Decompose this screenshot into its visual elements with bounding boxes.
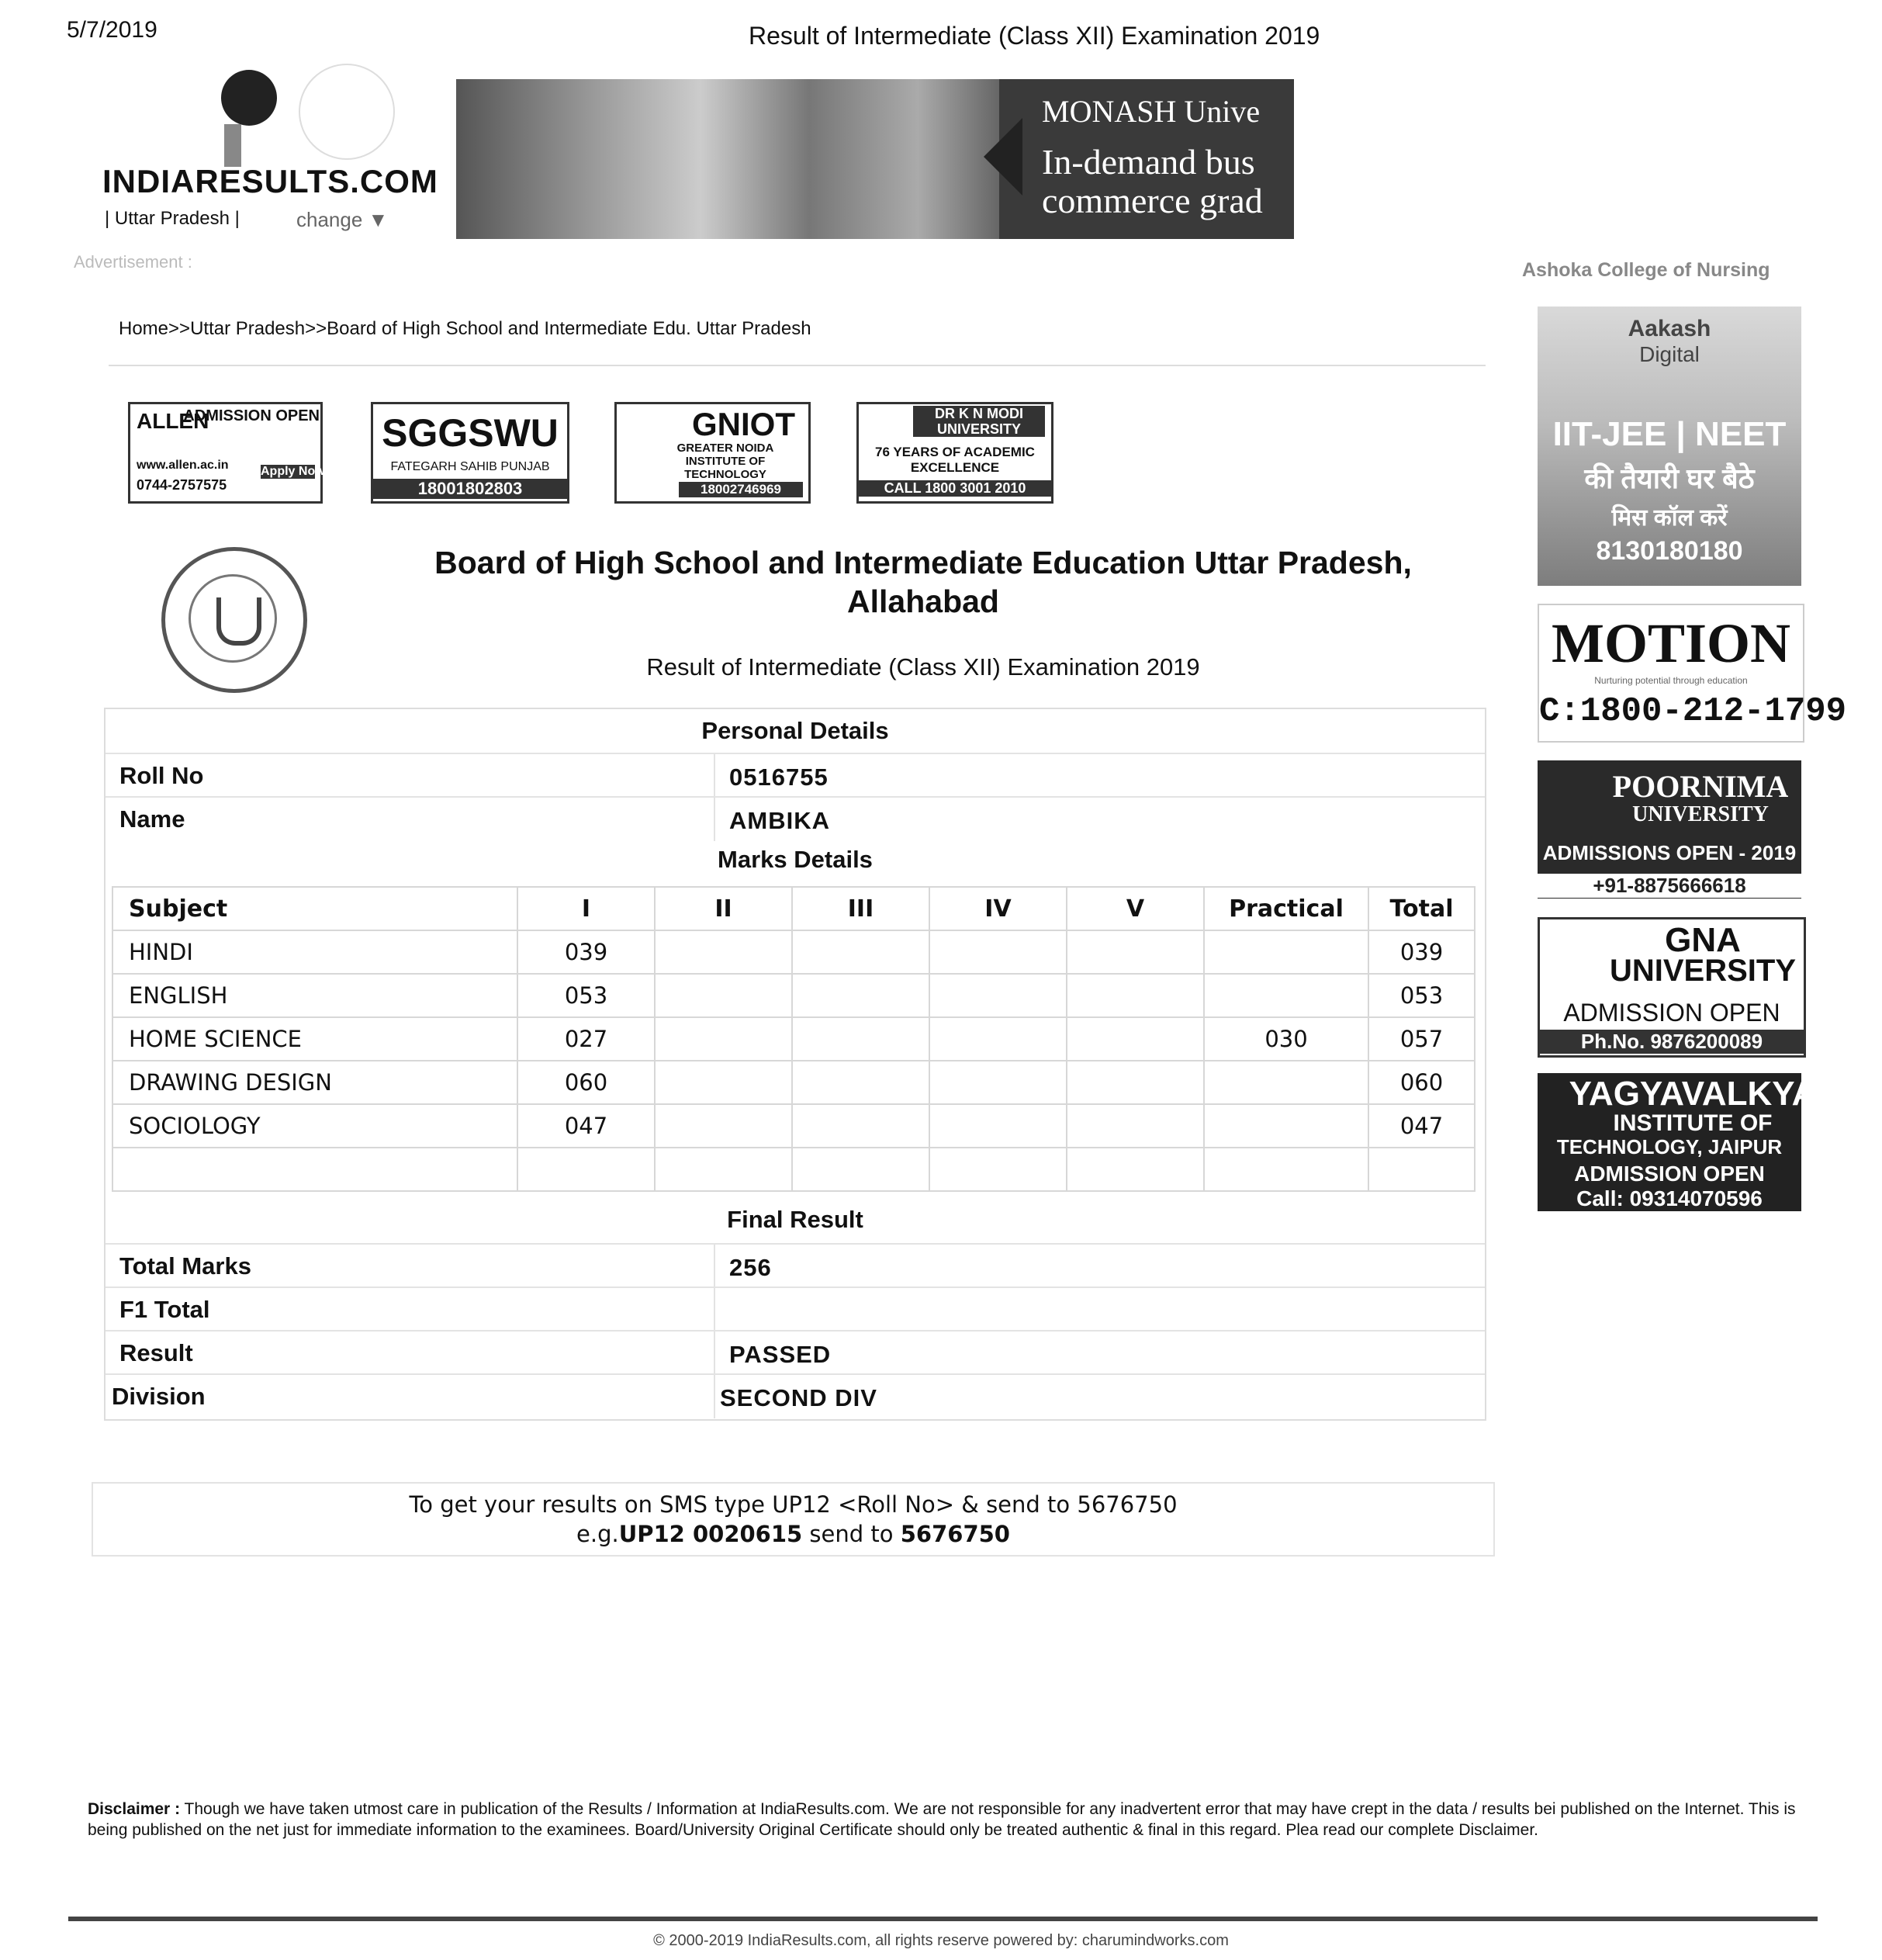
ad-brand: GNA bbox=[1665, 921, 1741, 959]
ad-brand: Aakash bbox=[1628, 316, 1711, 341]
sponsor-name: DR K N MODI UNIVERSITY bbox=[913, 406, 1045, 437]
column-header: V bbox=[1067, 887, 1204, 930]
banner-headline-2: commerce grad bbox=[1042, 181, 1263, 220]
practical-cell bbox=[1204, 930, 1368, 974]
total-cell: 057 bbox=[1368, 1017, 1475, 1061]
mark-cell bbox=[929, 1017, 1067, 1061]
breadcrumb-separator: >> bbox=[305, 318, 327, 339]
mark-cell bbox=[655, 930, 792, 974]
ad-tagline: Nurturing potential through education bbox=[1594, 675, 1748, 686]
ad-phone: Call: 09314070596 bbox=[1576, 1186, 1763, 1210]
banner-photo bbox=[456, 79, 999, 239]
total-cell: 039 bbox=[1368, 930, 1475, 974]
sms-example-code: UP12 0020615 bbox=[618, 1521, 803, 1547]
mark-cell bbox=[929, 1061, 1067, 1104]
board-title bbox=[419, 543, 1427, 621]
total-marks-label: Total Marks bbox=[119, 1252, 251, 1280]
name-row bbox=[106, 796, 1485, 841]
ad-call: मिस कॉल करें bbox=[1611, 505, 1728, 531]
total-marks-value: 256 bbox=[729, 1254, 772, 1281]
mark-cell: 047 bbox=[517, 1104, 655, 1148]
ad-brand: YAGYAVALKYA bbox=[1569, 1075, 1817, 1113]
ad-subline: की तैयारी घर बैठे bbox=[1584, 462, 1755, 494]
division-value: SECOND DIV bbox=[720, 1384, 877, 1411]
ad-sub: Digital bbox=[1639, 342, 1700, 366]
ad-sub: UNIVERSITY bbox=[1609, 954, 1797, 988]
up-map-watermark-icon bbox=[299, 64, 395, 160]
ad-headline: ADMISSION OPEN bbox=[1563, 999, 1780, 1027]
disclaimer-label: Disclaimer : bbox=[88, 1800, 181, 1818]
exam-title: Result of Intermediate (Class XII) Examination 2019 bbox=[646, 653, 1200, 680]
breadcrumb-home[interactable]: Home bbox=[119, 318, 169, 339]
ad-phone: C:1800-212-1799 bbox=[1539, 692, 1847, 731]
total-marks-row bbox=[106, 1243, 1485, 1288]
gna-university-ad[interactable] bbox=[1538, 917, 1806, 1058]
board-title-line-2: Allahabad bbox=[847, 583, 999, 619]
total-cell: 053 bbox=[1368, 974, 1475, 1017]
empty-row bbox=[112, 1148, 1475, 1191]
marks-header-row bbox=[112, 887, 1475, 930]
divider bbox=[109, 365, 1486, 366]
marks-table bbox=[112, 886, 1476, 1192]
mark-cell bbox=[792, 974, 929, 1017]
subject-cell: HINDI bbox=[112, 930, 517, 974]
sms-info-box bbox=[92, 1482, 1495, 1557]
mark-cell bbox=[792, 930, 929, 974]
monash-banner-ad[interactable] bbox=[456, 79, 1294, 239]
result-row bbox=[106, 1330, 1485, 1375]
sponsor-phone: CALL 1800 3001 2010 bbox=[859, 480, 1051, 497]
practical-cell: 030 bbox=[1204, 1017, 1368, 1061]
breadcrumb-state[interactable]: Uttar Pradesh bbox=[190, 318, 306, 339]
final-result-heading: Final Result bbox=[727, 1206, 863, 1233]
table-row bbox=[112, 1017, 1475, 1061]
sponsor-tag: FATEGARH SAHIB PUNJAB bbox=[390, 460, 550, 473]
ad-brand: POORNIMA bbox=[1612, 769, 1789, 804]
sponsor-phone: 18002746969 bbox=[679, 482, 803, 497]
column-header: Practical bbox=[1204, 887, 1368, 930]
indiaresults-logo-icon[interactable] bbox=[221, 70, 283, 167]
poornima-university-ad[interactable] bbox=[1538, 760, 1801, 899]
mark-cell bbox=[1067, 1017, 1204, 1061]
f1-total-label: F1 Total bbox=[119, 1296, 210, 1323]
sms-example-number: 5676750 bbox=[900, 1521, 1010, 1547]
breadcrumb-board[interactable]: Board of High School and Intermediate Edu. Uttar Pradesh bbox=[327, 318, 811, 339]
ad-headline: ADMISSIONS OPEN - 2019 bbox=[1542, 841, 1797, 864]
mark-cell bbox=[655, 1061, 792, 1104]
sponsor-phone: 18001802803 bbox=[373, 479, 567, 499]
total-cell: 047 bbox=[1368, 1104, 1475, 1148]
mark-cell bbox=[929, 1104, 1067, 1148]
disclaimer-text: Though we have taken utmost care in publication of the Results / Information at IndiaResults.com. We are not responsible for any inadvertent error that may have crept in the data / results bei published on the Internet. This is being published on the net just for immediate information to the examinees. Board/University Original Certificate should only be treated authentic & final in this regard. Plea read our complete bbox=[88, 1800, 1796, 1839]
table-row bbox=[112, 974, 1475, 1017]
banner-brand: MONASH Unive bbox=[1042, 94, 1261, 129]
mark-cell: 053 bbox=[517, 974, 655, 1017]
ad-phone: +91-8875666618 bbox=[1538, 874, 1801, 898]
mark-cell: 039 bbox=[517, 930, 655, 974]
sms-example bbox=[93, 1519, 1493, 1549]
result-label: Result bbox=[119, 1339, 193, 1366]
mark-cell bbox=[929, 930, 1067, 974]
site-logo-text[interactable]: INDIARESULTS.COM bbox=[102, 163, 438, 199]
sponsor-tag: 76 YEARS OF ACADEMIC EXCELLENCE bbox=[875, 445, 1035, 475]
up-board-emblem-icon bbox=[161, 547, 307, 693]
ad-brand: MOTION bbox=[1551, 612, 1790, 674]
column-header: Total bbox=[1368, 887, 1475, 930]
ad-headline: IIT-JEE | NEET bbox=[1552, 415, 1787, 453]
change-state-link[interactable]: change ▼ bbox=[296, 208, 389, 231]
sponsor-url: www.allen.ac.in bbox=[137, 459, 229, 472]
subject-cell: DRAWING DESIGN bbox=[112, 1061, 517, 1104]
table-row bbox=[112, 1104, 1475, 1148]
column-header: Subject bbox=[112, 887, 517, 930]
mark-cell bbox=[1067, 974, 1204, 1017]
print-date: 5/7/2019 bbox=[67, 17, 157, 43]
mark-cell bbox=[1067, 930, 1204, 974]
mark-cell bbox=[1067, 1061, 1204, 1104]
footer-divider bbox=[68, 1917, 1818, 1921]
sponsor-name: SGGSWU bbox=[382, 411, 559, 455]
name-value: AMBIKA bbox=[729, 807, 830, 834]
column-header: III bbox=[792, 887, 929, 930]
ad-line-3: ADMISSION OPEN bbox=[1574, 1162, 1765, 1186]
practical-cell bbox=[1204, 1061, 1368, 1104]
copyright: © 2000-2019 IndiaResults.com, all rights reserve powered by: charumindworks.com bbox=[653, 1932, 1229, 1949]
name-label: Name bbox=[119, 805, 185, 833]
breadcrumb bbox=[119, 318, 811, 340]
sponsor-sggswu[interactable] bbox=[371, 402, 569, 504]
roll-no-row bbox=[106, 753, 1485, 798]
column-header: I bbox=[517, 887, 655, 930]
sponsor-phone: 0744-2757575 bbox=[137, 477, 227, 493]
division-label: Division bbox=[112, 1383, 206, 1410]
sponsor-gniot[interactable] bbox=[614, 402, 811, 504]
ad-phone: 8130180180 bbox=[1596, 536, 1743, 566]
ad-phone: Ph.No. 9876200089 bbox=[1540, 1030, 1804, 1054]
banner-arrow-icon bbox=[984, 118, 1022, 196]
disclaimer-link[interactable]: Disclaimer. bbox=[1458, 1821, 1538, 1839]
apply-now-button[interactable]: Apply Now bbox=[261, 465, 325, 478]
column-header: IV bbox=[929, 887, 1067, 930]
subject-cell: ENGLISH bbox=[112, 974, 517, 1017]
ad-line-1: INSTITUTE OF bbox=[1613, 1110, 1773, 1136]
print-title: Result of Intermediate (Class XII) Examination 2019 bbox=[749, 22, 1320, 50]
table-row bbox=[112, 1061, 1475, 1104]
column-header: II bbox=[655, 887, 792, 930]
right-rail-ad-title[interactable]: Ashoka College of Nursing bbox=[1522, 259, 1770, 281]
division-row bbox=[106, 1373, 1485, 1418]
sms-instruction: To get your results on SMS type UP12 <Roll No> & send to 5676750 bbox=[409, 1491, 1178, 1518]
sponsor-allen[interactable] bbox=[128, 402, 323, 504]
sponsor-knmodi[interactable] bbox=[856, 402, 1053, 504]
subject-cell: HOME SCIENCE bbox=[112, 1017, 517, 1061]
personal-details-heading: Personal Details bbox=[701, 717, 889, 744]
marks-details-heading: Marks Details bbox=[718, 846, 873, 873]
sms-example-prefix: e.g. bbox=[576, 1521, 619, 1547]
table-row bbox=[112, 930, 1475, 974]
sponsor-name: ALLEN bbox=[137, 409, 209, 433]
mark-cell: 060 bbox=[517, 1061, 655, 1104]
mark-cell bbox=[655, 1104, 792, 1148]
mark-cell bbox=[655, 1017, 792, 1061]
sms-example-mid: send to bbox=[802, 1521, 901, 1547]
mark-cell bbox=[929, 974, 1067, 1017]
mark-cell: 027 bbox=[517, 1017, 655, 1061]
roll-no-label: Roll No bbox=[119, 762, 204, 789]
sponsor-name: GNIOT bbox=[692, 406, 795, 442]
state-label: | Uttar Pradesh | bbox=[105, 208, 240, 229]
f1-total-row bbox=[106, 1286, 1485, 1331]
practical-cell bbox=[1204, 974, 1368, 1017]
roll-no-value: 0516755 bbox=[729, 764, 829, 791]
sponsor-tag: ADMISSION OPEN bbox=[183, 407, 320, 424]
practical-cell bbox=[1204, 1104, 1368, 1148]
aakash-digital-ad[interactable] bbox=[1538, 306, 1801, 586]
ad-line-2: TECHNOLOGY, JAIPUR bbox=[1556, 1135, 1783, 1158]
motion-ad[interactable] bbox=[1538, 604, 1847, 743]
banner-headline-1: In-demand bus bbox=[1042, 142, 1255, 182]
total-cell: 060 bbox=[1368, 1061, 1475, 1104]
board-title-line-1: Board of High School and Intermediate Education Uttar Pradesh, bbox=[434, 545, 1412, 580]
ad-sub: UNIVERSITY bbox=[1632, 802, 1769, 826]
advertisement-label: Advertisement : bbox=[74, 252, 192, 272]
mark-cell bbox=[792, 1061, 929, 1104]
yagyavalkya-ad[interactable] bbox=[1538, 1073, 1817, 1211]
mark-cell bbox=[792, 1104, 929, 1148]
mark-cell bbox=[655, 974, 792, 1017]
result-card bbox=[104, 708, 1486, 1421]
mark-cell bbox=[1067, 1104, 1204, 1148]
mark-cell bbox=[792, 1017, 929, 1061]
subject-cell: SOCIOLOGY bbox=[112, 1104, 517, 1148]
sponsor-tag: GREATER NOIDA INSTITUTE OF TECHNOLOGY bbox=[676, 442, 774, 481]
disclaimer bbox=[88, 1799, 1818, 1841]
result-value: PASSED bbox=[729, 1341, 832, 1368]
breadcrumb-separator: >> bbox=[168, 318, 191, 339]
